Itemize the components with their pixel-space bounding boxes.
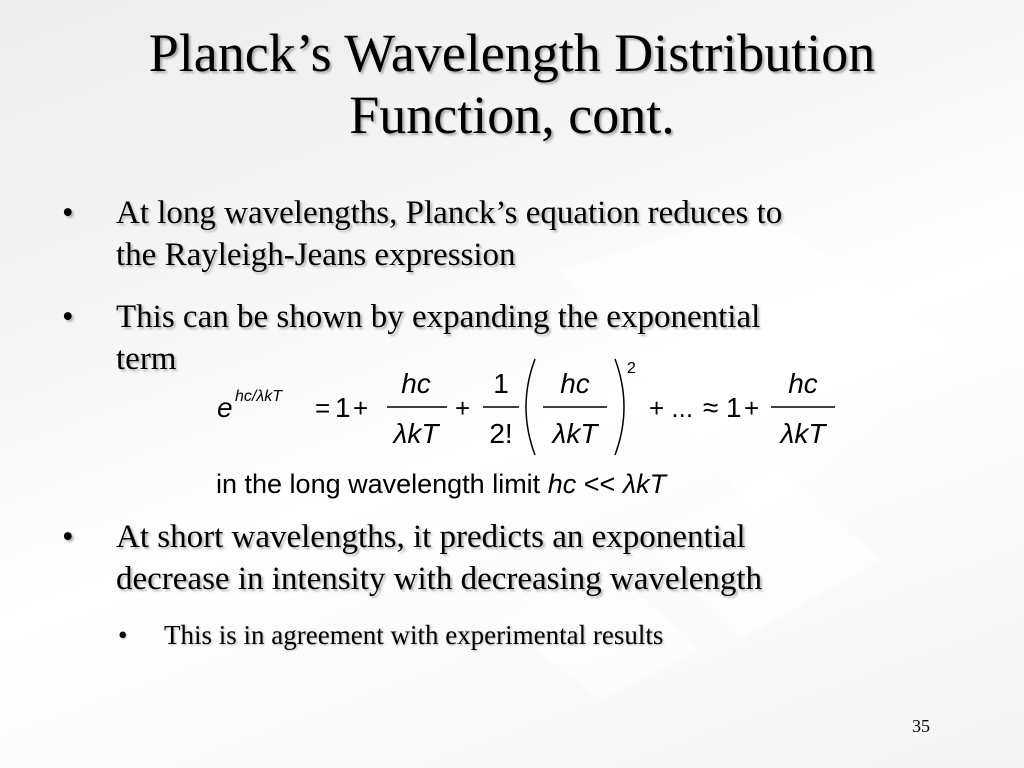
sub-bullet-marker: •	[118, 620, 128, 650]
eq-frac1-numerator: hc	[401, 368, 431, 399]
bullet-text-line: term	[116, 341, 177, 377]
long-wavelength-limit	[216, 467, 666, 501]
eq-frac1-denominator: λkT	[393, 418, 439, 449]
slide-title	[40, 22, 984, 146]
bullet-marker: •	[62, 299, 74, 335]
bullet-text-line: At long wavelengths, Planck’s equation reduces to	[116, 195, 783, 231]
page-number: 35	[912, 716, 930, 736]
eq-exponent: hc/λkT	[235, 388, 282, 405]
eq-frac3-numerator: hc	[560, 368, 590, 399]
eq-left-paren	[526, 359, 535, 455]
eq-frac4-denominator: λkT	[780, 418, 826, 449]
bullet-text-line: This can be shown by expanding the exponential	[116, 299, 761, 335]
eq-one: 1	[335, 392, 351, 423]
bullet-text-line: decrease in intensity with decreasing wavelength	[116, 561, 763, 597]
bullet-marker: •	[62, 519, 74, 555]
slide-title-line-2: Function, cont.	[349, 85, 675, 145]
eq-plus: +	[744, 393, 760, 423]
eq-ellipsis: + ...	[649, 393, 694, 423]
eq-power: 2	[627, 360, 636, 377]
eq-frac2-denominator: 2!	[489, 418, 513, 449]
eq-one: 1	[726, 392, 742, 423]
eq-frac3-denominator: λkT	[552, 418, 598, 449]
limit-lhs: hc	[547, 469, 577, 499]
eq-approx: ≈	[703, 392, 719, 423]
bullet-text-line: the Rayleigh-Jeans expression	[116, 237, 516, 273]
eq-frac2-numerator: 1	[493, 368, 509, 399]
eq-plus: +	[353, 393, 369, 423]
eq-right-paren	[615, 359, 624, 455]
bullet-text-line: At short wavelengths, it predicts an exponential	[116, 519, 746, 555]
limit-rhs: λkT	[622, 469, 667, 499]
eq-equals: =	[315, 393, 331, 423]
slide-title-line-1: Planck’s Wavelength Distribution	[148, 23, 876, 83]
limit-prefix: in the long wavelength limit	[216, 469, 541, 499]
limit-relation: <<	[583, 469, 616, 499]
sub-bullet-text: This is in agreement with experimental results	[164, 620, 664, 650]
eq-base: e	[217, 392, 233, 423]
taylor-expansion-equation	[205, 355, 845, 459]
eq-plus: +	[455, 393, 471, 423]
eq-frac4-numerator: hc	[788, 368, 818, 399]
bullet-marker: •	[62, 195, 74, 231]
